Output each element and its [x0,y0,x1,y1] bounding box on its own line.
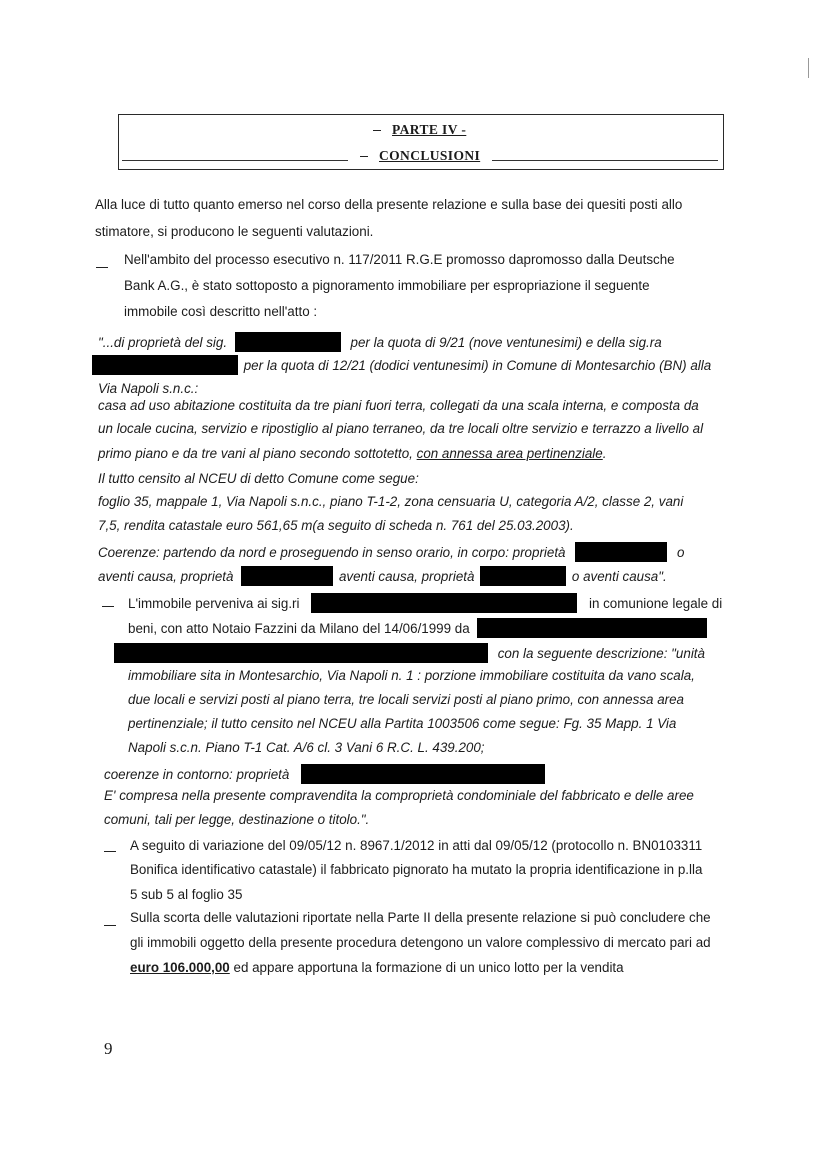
paragraph-text: in comunione legale di [588,596,723,611]
redaction-block [575,542,667,562]
paragraph-line: immobiliare sita in Montesarchio, Via Napoli n. 1 : porzione immobiliare costituita da vano scala, [128,668,695,683]
redaction-block [235,332,341,352]
paragraph-line: 5 sub 5 al foglio 35 [130,887,243,902]
quote-line [92,355,711,375]
paragraph-line: E' compresa nella presente compravendita la comproprietà condominiale del fabbricato e delle aree [104,788,694,803]
quote-line: foglio 35, mappale 1, Via Napoli s.n.c., piano T-1-2, zona censuaria U, categoria A/2, classe 2, vani [98,494,684,509]
bullet-dash [102,606,114,607]
quote-line [98,566,667,586]
header-rule-right [492,160,718,161]
quote-text: aventi causa, proprietà [98,569,234,584]
quote-text: Coerenze: partendo da nord e proseguendo in senso orario, in corpo: proprietà [98,545,566,560]
bullet-dash [104,925,116,926]
paragraph-text: L'immobile perveniva ai sig.ri [128,596,300,611]
paragraph-line: gli immobili oggetto della presente procedura detengono un valore complessivo di mercato pari ad [130,935,711,950]
bullet-dash [104,851,116,852]
header-dash-2 [360,156,368,157]
paragraph-line: Nell'ambito del processo esecutivo n. 117/2011 R.G.E promosso dapromosso dalla Deutsche [124,252,675,267]
redaction-block [92,355,238,375]
bullet-dash [96,267,108,268]
section-title: CONCLUSIONI [379,148,481,163]
quote-text: per la quota di 9/21 (nove ventunesimi) e della sig.ra [350,335,662,350]
intro-line: Alla luce di tutto quanto emerso nel corso della presente relazione e sulla base dei quesiti posti allo [95,197,683,212]
quote-line [98,542,684,562]
quote-line: un locale cucina, servizio e ripostiglio al piano terraneo, da tre locali oltre servizio e terrazzo a livello al [98,421,704,436]
quote-line: primo piano e da tre vani al piano secondo sottotetto, con annessa area pertinenziale. [98,446,607,461]
paragraph-line: pertinenziale; il tutto censito nel NCEU alla Partita 1003506 come segue: Fg. 35 Mapp. 1 Via [128,716,677,731]
paragraph-line [104,764,545,784]
paragraph-line: due locali e servizi posti al piano terra, tre locali servizi posti al piano primo, con annessa area [128,692,684,707]
redaction-block [301,764,545,784]
quote-line: casa ad uso abitazione costituita da tre piani fuori terra, collegati da una scala interna, e composta da [98,398,699,413]
paragraph-line [130,960,624,975]
paragraph-line [128,618,707,638]
underlined-text: con annessa area pertinenziale [416,446,603,461]
paragraph-line: Sulla scorta delle valutazioni riportate nella Parte II della presente relazione si può concludere che [130,910,711,925]
quote-text: aventi causa, proprietà [338,569,475,584]
quote-line [98,332,662,352]
header-dash-1 [373,130,381,131]
paragraph-text: con la seguente descrizione: "unità [497,646,705,661]
paragraph-line: Bonifica identificativo catastale) il fabbricato pignorato ha mutato la propria identificazione in p.lla [130,862,703,877]
quote-text: primo piano e da tre vani al piano secondo sottotetto, [98,446,413,461]
paragraph-line: immobile così descritto nell'atto : [124,304,318,319]
paragraph-line [128,593,722,613]
redaction-block [241,566,333,586]
quote-text: o aventi causa". [571,569,667,584]
quote-text: o [676,545,685,560]
paragraph-line: A seguito di variazione del 09/05/12 n. 8967.1/2012 in atti dal 09/05/12 (protocollo n. BN0103311 [130,838,703,853]
intro-line: stimatore, si producono le seguenti valutazioni. [95,224,374,239]
paragraph-text: beni, con atto Notaio Fazzini da Milano del 14/06/1999 da [128,621,470,636]
redaction-block [477,618,707,638]
paragraph-line: Napoli s.c.n. Piano T-1 Cat. A/6 cl. 3 Vani 6 R.C. L. 439.200; [128,740,485,755]
quote-text: per la quota di 12/21 (dodici ventunesimi) in Comune di Montesarchio (BN) alla [243,358,712,373]
quote-line: Il tutto censito al NCEU di detto Comune come segue: [98,471,419,486]
paragraph-text: coerenze in contorno: proprietà [104,767,290,782]
quote-text: "...di proprietà del sig. [98,335,228,350]
quote-line: Via Napoli s.n.c.: [98,381,199,396]
quote-line: 7,5, rendita catastale euro 561,65 m(a seguito di scheda n. 761 del 25.03.2003). [98,518,574,533]
total-value: euro 106.000,00 [130,960,230,975]
paragraph-line: comuni, tali per legge, destinazione o titolo.". [104,812,370,827]
scan-mark [808,58,809,78]
redaction-block [480,566,566,586]
paragraph-line [114,643,705,663]
paragraph-line: Bank A.G., è stato sottoposto a pignoramento immobiliare per espropriazione il seguente [124,278,650,293]
redaction-block [114,643,488,663]
header-rule-left [122,160,348,161]
part-title: PARTE IV - [392,122,467,137]
redaction-block [311,593,577,613]
paragraph-text: ed appare apportuna la formazione di un unico lotto per la vendita [233,960,624,975]
page-number: 9 [104,1039,113,1058]
